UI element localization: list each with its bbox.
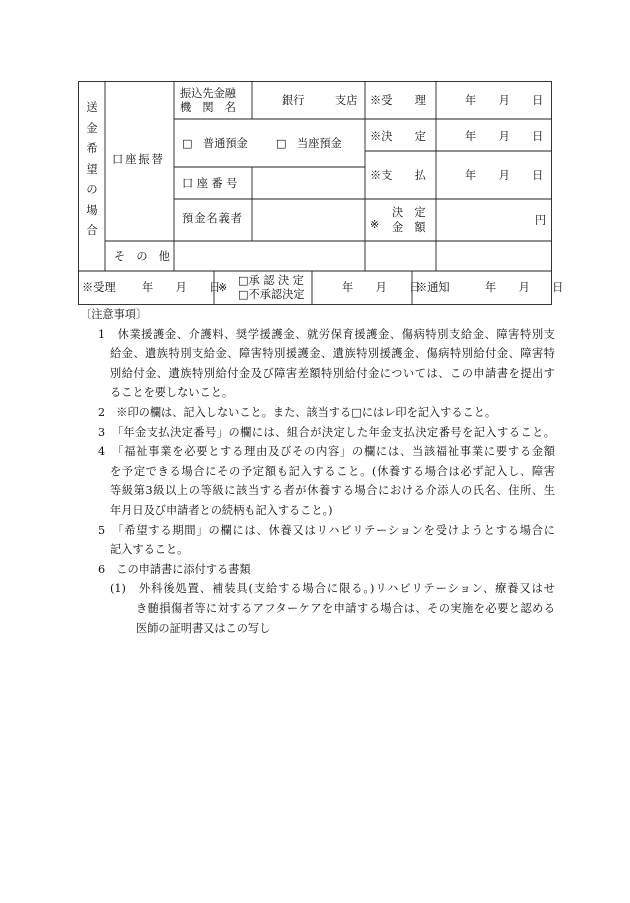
- ordinary-deposit-label: 普通預金: [203, 137, 248, 150]
- form-grid-lines: [78, 81, 552, 305]
- received-date: 年 月 日: [465, 94, 544, 107]
- note-line: 給金、遺族特別支給金、障害特別援護金、遺族特別援護金、傷病特別給付金、障害特: [110, 347, 555, 361]
- note-line: 1 休業援護金、介護料、奨学援護金、就労保育援護金、傷病特別支給金、障害特別支: [98, 327, 555, 341]
- bottom-mark: ※: [218, 281, 228, 294]
- note-line: 2 ※印の欄は、記入しないこと。また、該当する□にはレ印を記入すること。: [98, 405, 497, 419]
- current-deposit-label: 当座預金: [297, 137, 342, 150]
- disapprove-option[interactable]: □不承認決定: [238, 288, 305, 301]
- vertical-char: 合: [86, 224, 98, 237]
- ordinary-deposit-checkbox[interactable]: □: [182, 137, 193, 150]
- paid-date: 年 月 日: [465, 169, 544, 182]
- vertical-char: 希: [86, 142, 98, 155]
- note-line: 5 「希望する期間」の欄には、休養又はリハビリテーションを受けようとする場合に: [98, 523, 555, 537]
- yen-suffix: 円: [535, 214, 547, 227]
- decided-date: 年 月 日: [465, 130, 544, 143]
- account-transfer-label: 口座振替: [112, 153, 165, 166]
- amount-label-line1: 決 定: [392, 206, 426, 219]
- notes-heading: 〔注意事項〕: [80, 308, 148, 321]
- vertical-char: 望: [86, 162, 98, 176]
- note-line: 医師の証明書又はこの写し: [136, 621, 271, 635]
- bank-name-label-line1: 振込先金融: [180, 87, 236, 100]
- note-line: 別給付金、遺族特別給付金及び障害差額特別給付金については、この申請書を提出す: [110, 366, 555, 380]
- bottom-notice-date: 年 月 日: [485, 281, 564, 294]
- bottom-received-label: ※受理: [82, 281, 116, 294]
- note-line: 4 「福祉事業を必要とする理由及びその内容」の欄には、当該福祉事業に要する金額: [98, 445, 555, 459]
- note-line: 3 「年金支払決定番号」の欄には、組合が決定した年金支払決定番号を記入すること。: [98, 425, 555, 439]
- paid-label: ※支 払: [370, 169, 426, 182]
- bottom-received-date: 年 月 日: [142, 281, 221, 294]
- current-deposit-checkbox[interactable]: □: [276, 137, 287, 150]
- account-number-label: 口 座 番 号: [182, 177, 238, 190]
- vertical-char: の: [86, 183, 98, 196]
- note-line: 6 この申請書に添付する書類: [98, 562, 251, 576]
- note-line: 等級第3級以上の等級に該当する者が休養する場合における介添人の氏名、住所、生: [110, 484, 555, 498]
- remittance-form-table: [78, 81, 564, 305]
- bank-suffix: 銀行: [282, 94, 305, 107]
- notes-section: [80, 305, 555, 638]
- account-holder-label: 預金名義者: [182, 212, 243, 225]
- approve-option[interactable]: □承 認 決 定: [238, 274, 304, 287]
- amount-label-line2: 金 額: [392, 221, 426, 234]
- remittance-request-vertical-label: [85, 98, 99, 242]
- bottom-notice-label: ※通知: [416, 281, 450, 294]
- received-label: ※受 理: [370, 94, 426, 107]
- note-line: き髄損傷者等に対するアフターケアを申請する場合は、その実施を必要と認める: [136, 601, 555, 615]
- branch-suffix: 支店: [335, 94, 358, 107]
- amount-mark: ※: [370, 218, 380, 231]
- note-line: 記入すること。: [110, 543, 189, 557]
- bottom-decision-date: 年 月 日: [342, 281, 421, 294]
- vertical-char: 金: [86, 121, 98, 135]
- note-line: を予定できる場合にその予定額も記入すること。(休養する場合は必ず記入し、障害: [110, 464, 555, 478]
- other-label: そ の 他: [114, 250, 170, 263]
- note-line: ることを要しないこと。: [110, 386, 234, 400]
- decided-label: ※決 定: [370, 130, 426, 143]
- vertical-char: 場: [86, 203, 98, 217]
- vertical-char: 送: [86, 101, 98, 114]
- note-line: (1) 外科後処置、補装具(支給する場合に限る。)リハビリテーション、療養又はせ: [110, 582, 555, 596]
- bank-name-label-line2: 機 関 名: [180, 101, 236, 114]
- note-line: 年月日及び申請者との続柄も記入すること。): [110, 503, 333, 517]
